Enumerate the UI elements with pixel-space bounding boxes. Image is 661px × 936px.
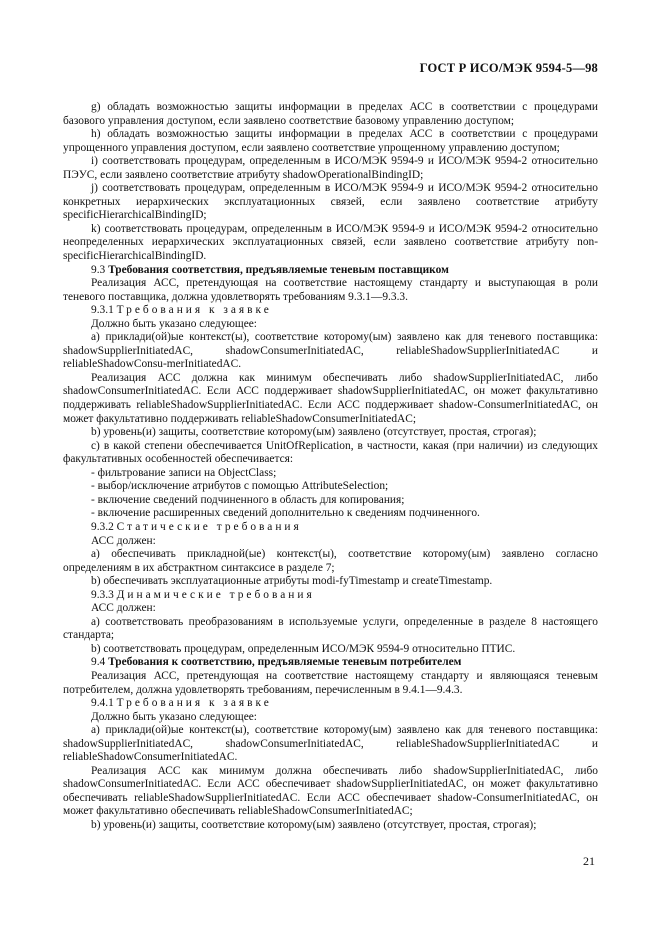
page-header: ГОСТ Р ИСО/МЭК 9594-5—98 xyxy=(419,61,598,75)
paragraph: Реализация АСС как минимум должна обеспечивать либо shadowSupplierInitiatedAC, либо shadowConsumerInitiatedAC. Если АСС обеспечивает shadowSupplierInitiatedAC, он может факультативно обеспечивать reliableShadowSupplierInitiatedAC. Если АСС обеспечивает shadow-ConsumerInitiatedAC, он может факультативно обеспечивать reliableShadowConsumerInitiatedAC; xyxy=(63,764,598,818)
list-item: - выбор/исключение атрибутов с помощью AttributeSelection; xyxy=(91,480,389,493)
list-item: - фильтрование записи на ObjectClass; xyxy=(91,466,277,479)
section-intro: Реализация АСС, претендующая на соответствие настоящему стандарту и являющаяся теневым потребителем, должна удовлетворять требованиям, перечисленным в 9.4.1—9.4.3. xyxy=(63,669,598,696)
paragraph: АСС должен: xyxy=(91,534,156,547)
document-body xyxy=(63,101,598,833)
paragraph: АСС должен: xyxy=(91,602,156,615)
section-intro: Реализация АСС, претендующая на соответствие настоящему стандарту и выступающая в роли теневого поставщика, должна удовлетворять требованиям 9.3.1—9.3.3. xyxy=(63,277,598,303)
paragraph: Должно быть указано следующее: xyxy=(91,317,257,330)
paragraph: b) уровень(и) защиты, соответствие которому(ым) заявлено (отсутствует, простая, строгая); xyxy=(91,426,537,439)
subsection-heading-9-3-1 xyxy=(63,304,598,318)
subsection-heading-9-3-2 xyxy=(63,521,598,535)
list-item: - включение сведений подчиненного в область для копирования; xyxy=(91,493,405,506)
page-number: 21 xyxy=(583,854,595,868)
paragraph: а) соответствовать преобразованиям в используемые услуги, определенные в разделе 8 настоящего стандарта; xyxy=(63,615,598,642)
section-number: 9.3 xyxy=(91,263,106,276)
section-title: Требования соответствия, предъявляемые теневым поставщиком xyxy=(108,263,449,276)
paragraph-g: g) обладать возможностью защиты информации в пределах АСС в соответствии с процедурами базового управления доступом, если заявлено соответствие базовому управлению доступом; xyxy=(63,101,598,127)
paragraph-k: k) соответствовать процедурам, определенным в ИСО/МЭК 9594-9 и ИСО/МЭК 9594-2 относительно неопределенных иерархических эксплуатационных связей, если заявлено соответствие атрибуту non-specificHierarchicalBindingID. xyxy=(63,222,598,263)
section-number: 9.4 xyxy=(91,656,106,669)
paragraph: Должно быть указано следующее: xyxy=(91,710,257,723)
paragraph-h: h) обладать возможностью защиты информации в пределах АСС в соответствии с процедурами упрощенного управления доступом, если заявлено соответствие упрощенному управлению доступом; xyxy=(63,128,598,154)
subsection-number: 9.4.1 xyxy=(91,697,114,710)
list-item: - включение расширенных сведений дополнительно к сведениям подчиненного. xyxy=(91,507,480,520)
subsection-number: 9.3.1 xyxy=(91,304,114,317)
subsection-title: Требования к заявке xyxy=(116,697,272,710)
subsection-number: 9.3.2 xyxy=(91,520,114,533)
section-heading-9-3 xyxy=(63,264,598,278)
paragraph-j: j) соответствовать процедурам, определенным в ИСО/МЭК 9594-9 и ИСО/МЭК 9594-2 относительно конкретных иерархических эксплуатационных связей, если заявлено соответствие атрибуту specificHierarchicalBindingID; xyxy=(63,182,598,222)
paragraph: а) обеспечивать прикладной(ые) контекст(ы), соответствие которому(ым) заявлено согласно определениям в их абстрактном синтаксисе в разделе 7; xyxy=(63,548,598,574)
paragraph: Реализация АСС должна как минимум обеспечивать либо shadowSupplierInitiatedAC, либо shadowConsumerInitiatedAC. Если АСС поддерживает shadowSupplierInitiatedAC, он может факультативно поддерживать reliableShadowSupplierInitiatedAC. Если АСС поддерживает shadow-ConsumerInitiatedAC, он может факультативно поддерживать reliableShadowConsumerInitiatedAC; xyxy=(63,371,598,425)
subsection-title: Требования к заявке xyxy=(116,304,272,317)
subsection-title: Статические требования xyxy=(116,520,302,533)
subsection-number: 9.3.3 xyxy=(91,588,114,601)
paragraph: b) уровень(и) защиты, соответствие которому(ым) заявлено (отсутствует, простая, строгая); xyxy=(91,818,537,831)
paragraph-i: i) соответствовать процедурам, определенным в ИСО/МЭК 9594-9 и ИСО/МЭК 9594-2 относительно ПЭУС, если заявлено соответствие атрибуту shadowOperationalBindingID; xyxy=(63,155,598,181)
section-heading-9-4 xyxy=(63,656,598,670)
section-title: Требования к соответствию, предъявляемые теневым потребителем xyxy=(108,656,462,669)
subsection-heading-9-4-1 xyxy=(63,697,598,711)
subsection-title: Динамические требования xyxy=(116,588,315,601)
paragraph: а) приклади(ой)ые контекст(ы), соответствие которому(ым) заявлено как для теневого поставщика: shadowSupplierInitiatedAC, shadowConsumerInitiatedAC, reliableShadowSupplierInitiatedAC и reliableShadowConsumerInitiatedAC. xyxy=(63,724,598,764)
paragraph: а) приклади(ой)ые контекст(ы), соответствие которому(ым) заявлено как для теневого поставщика: shadowSupplierInitiatedAC, shadowConsumerInitiatedAC, reliableShadowSupplierInitiatedAC и reliableShadowConsu-merInitiatedAC. xyxy=(63,331,598,371)
paragraph: с) в какой степени обеспечивается UnitOfReplication, в частности, какая (при наличии) из следующих факультативных особенностей обеспечивается: xyxy=(63,439,598,466)
subsection-heading-9-3-3 xyxy=(63,589,598,603)
paragraph: b) обеспечивать эксплуатационные атрибуты modi-fyTimestamp и createTimestamp. xyxy=(91,575,493,588)
paragraph: b) соответствовать процедурам, определенным ИСО/МЭК 9594-9 относительно ПТИС. xyxy=(91,642,516,655)
